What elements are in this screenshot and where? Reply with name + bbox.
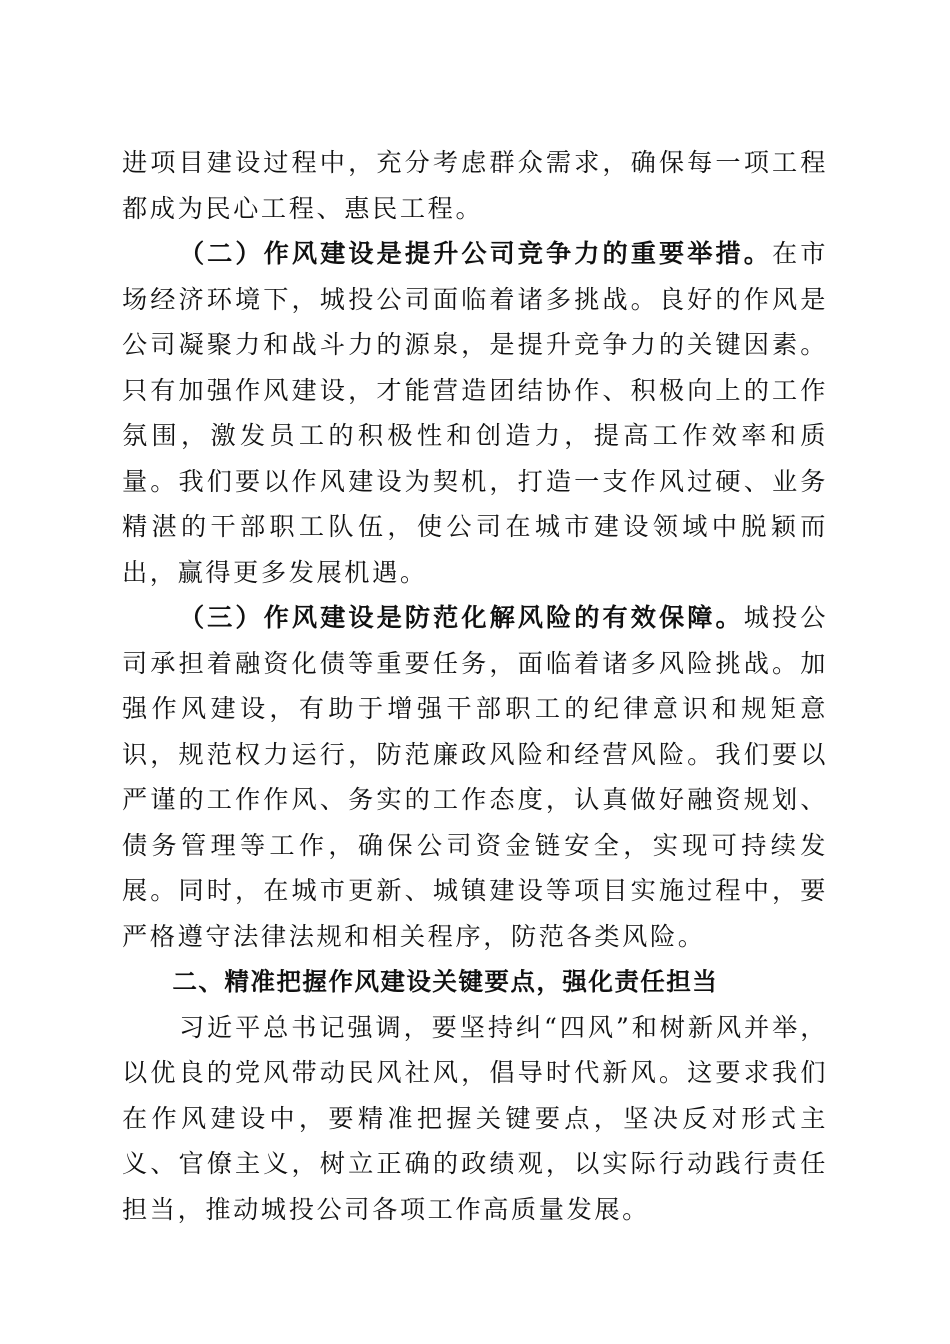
document-body	[122, 140, 828, 1232]
section-2-lead: （二）作风建设是提升公司竞争力的重要举措。	[178, 238, 772, 268]
section-3-body: 城投公司承担着融资化债等重要任务，面临着诸多风险挑战。加强作风建设，有助于增强干部职工的纪律意识和规矩意识，规范权力运行，防范廉政风险和经营风险。我们要以严谨的工作作风、务实的工作态度，认真做好融资规划、债务管理等工作，确保公司资金链安全，实现可持续发展。同时，在城市更新、城镇建设等项目实施过程中，要严格遵守法律法规和相关程序，防范各类风险。	[122, 603, 829, 951]
paragraph-final: 习近平总书记强调，要坚持纠“四风”和树新风并举，以优良的党风带动民风社风，倡导时代新风。这要求我们在作风建设中，要精准把握关键要点，坚决反对形式主义、官僚主义，树立正确的政绩观，以实际行动践行责任担当，推动城投公司各项工作高质量发展。	[122, 1012, 828, 1224]
paragraph-section-2	[122, 231, 828, 595]
paragraph-section-3	[122, 595, 828, 959]
paragraph-continued: 进项目建设过程中，充分考虑群众需求，确保每一项工程都成为民心工程、惠民工程。	[122, 148, 828, 223]
section-3-lead: （三）作风建设是防范化解风险的有效保障。	[178, 602, 744, 632]
section-heading-2: 二、精准把握作风建设关键要点，强化责任担当	[172, 967, 719, 996]
section-2-body: 在市场经济环境下，城投公司面临着诸多挑战。良好的作风是公司凝聚力和战斗力的源泉，是提升竞争力的关键因素。只有加强作风建设，才能营造团结协作、积极向上的工作氛围，激发员工的积极性和创造力，提高工作效率和质量。我们要以作风建设为契机，打造一支作风过硬、业务精湛的干部职工队伍，使公司在城市建设领域中脱颖而出，赢得更多发展机遇。	[122, 239, 828, 587]
